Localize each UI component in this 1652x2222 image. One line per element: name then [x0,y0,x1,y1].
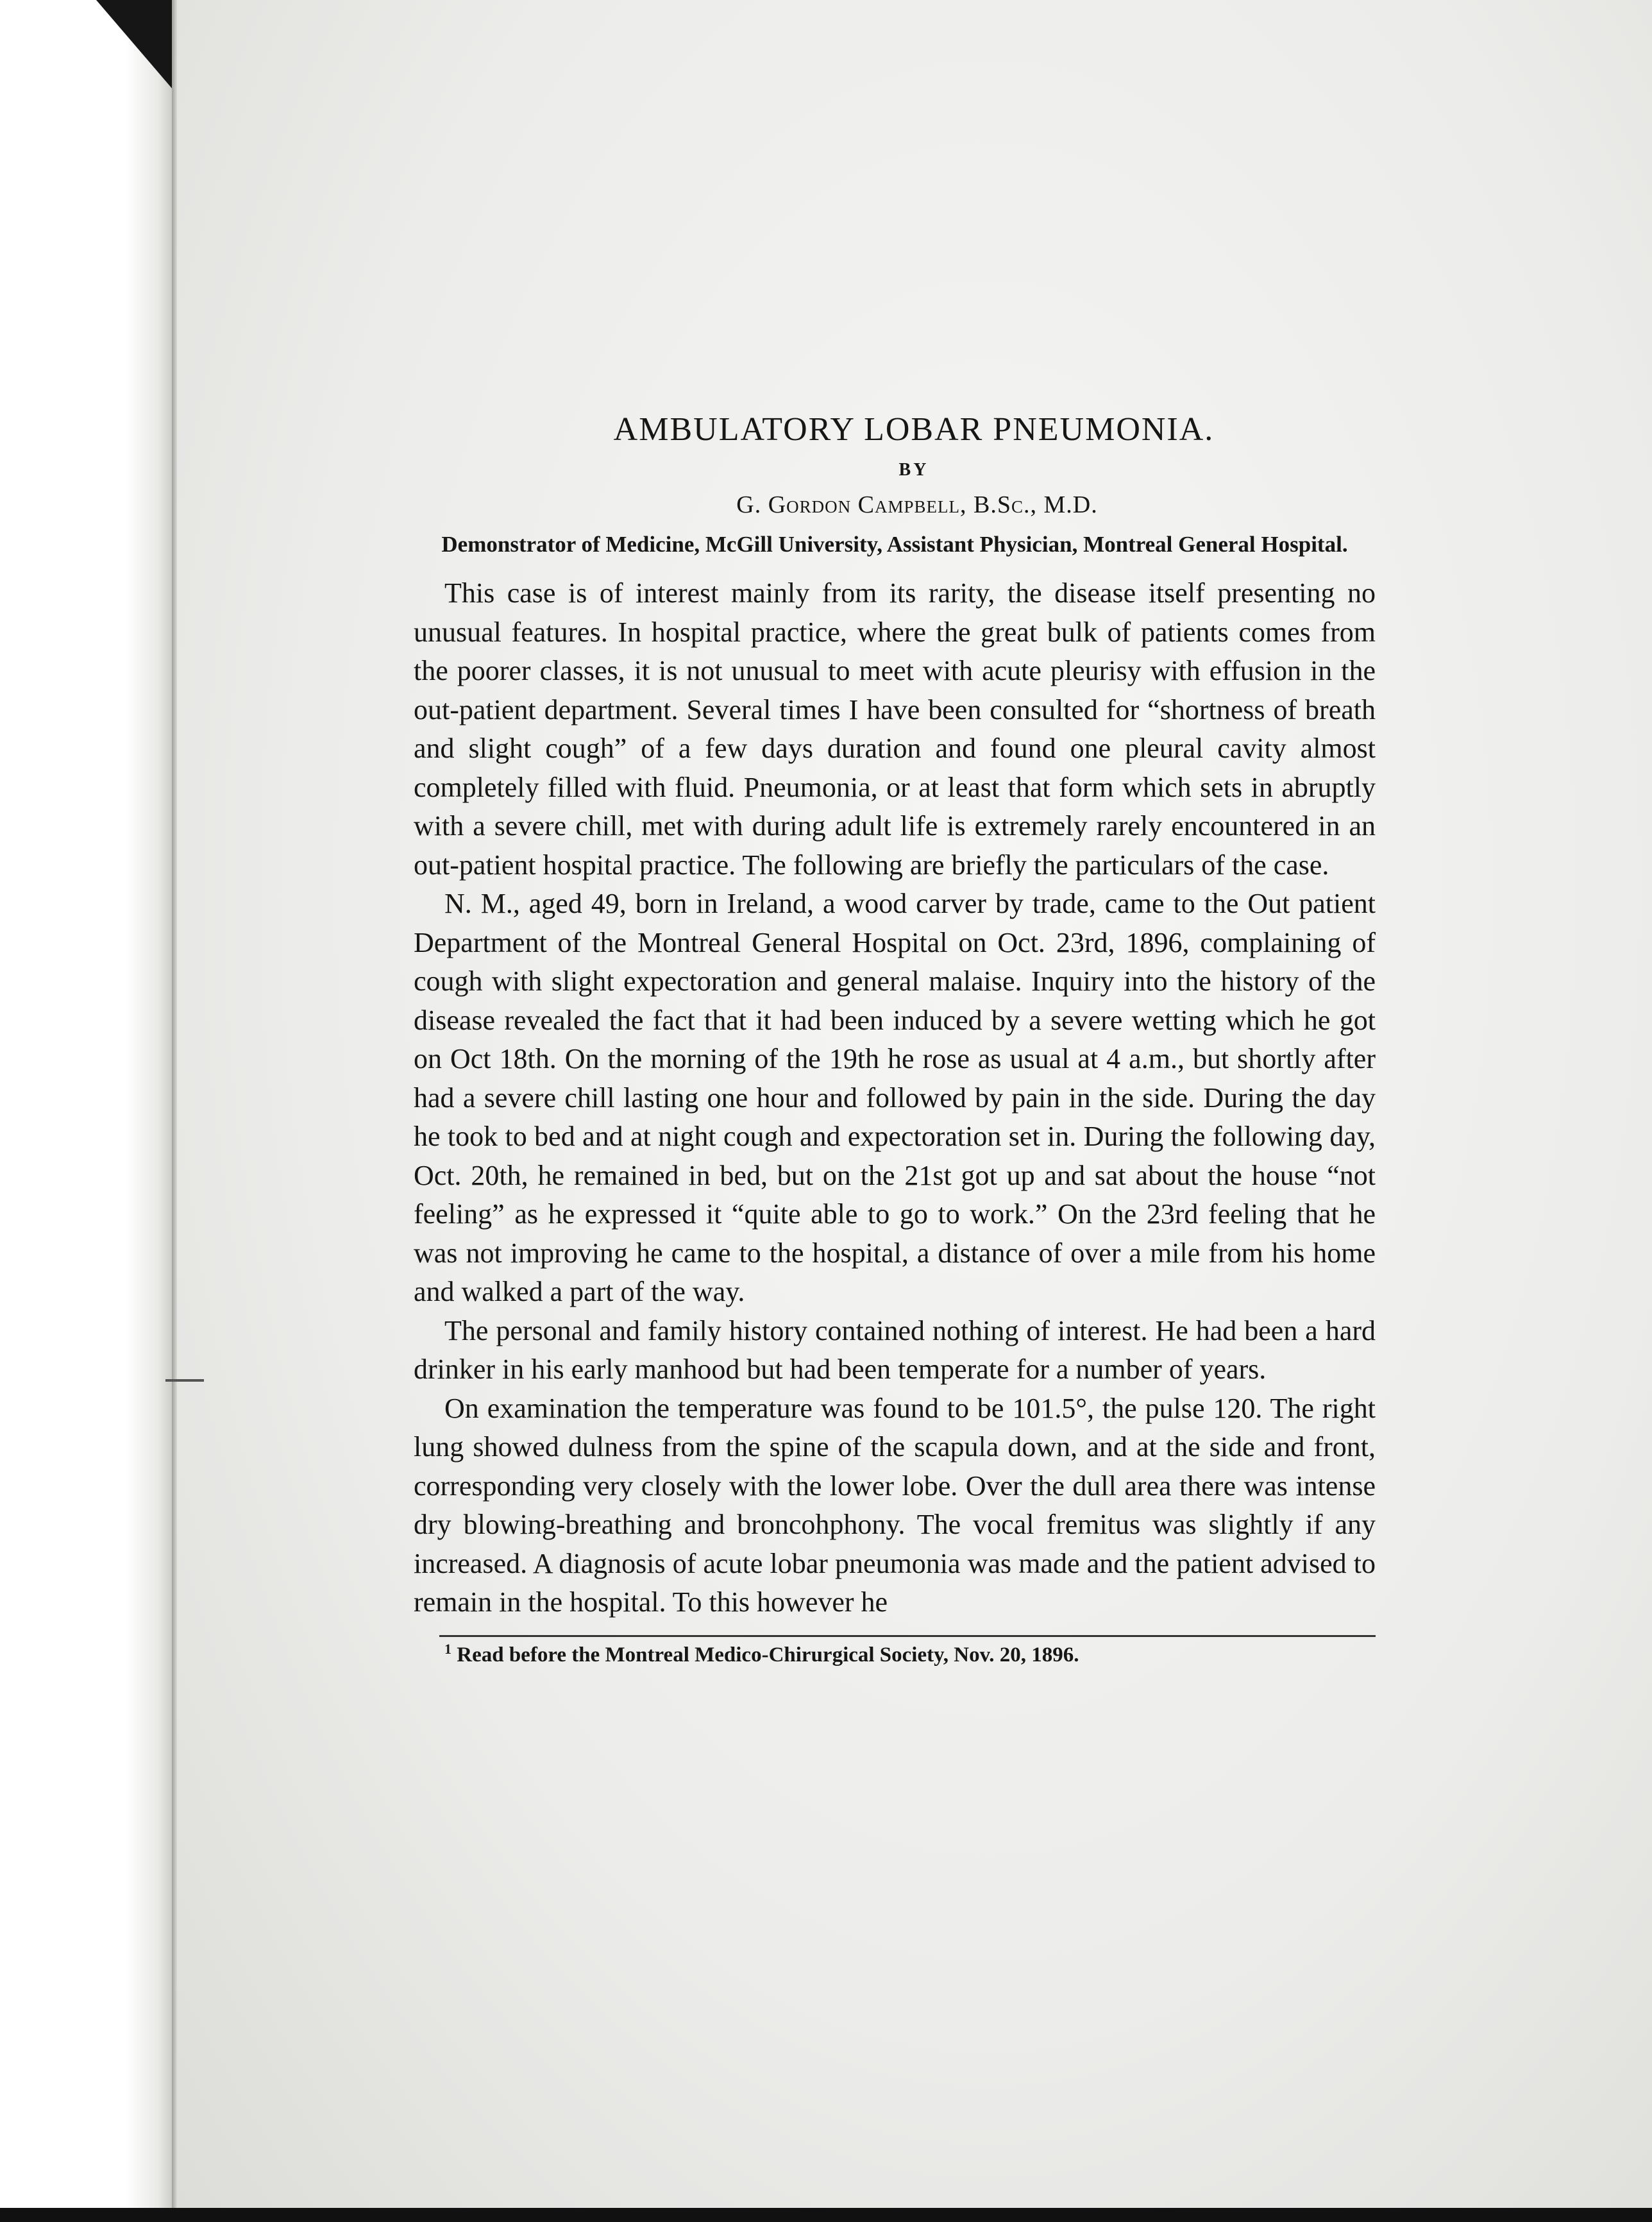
page-corner-shadow [96,0,173,90]
paragraph-3: The personal and family history contained nothing of interest. He had been a hard drinker in his early manhood but had been temperate for a number of years. [414,1314,1376,1385]
footnote [444,1641,1376,1667]
paragraph-1: This case is of interest mainly from its rarity, the disease itself presenting no unusual features. In hospital practice, where the great bulk of patients comes from the poorer classes, it is not unusual to meet with acute pleurisy with effusion in the out-patient department. Several times I have been consulted for “shortness of breath and slight cough” of a few days duration and found one pleural cavity almost completely filled with fluid. Pneumonia, or at least that form which sets in abruptly with a severe chill, met with during adult life is extremely rarely encountered in an out-patient hospital practice. The following are briefly the particulars of the case. [414,577,1376,881]
paragraph-4: On examination the temperature was found to be 101.5°, the pulse 120. The right lung showed dulness from the spine of the scapula down, and at the side and front, corresponding very closely with the lower lobe. Over the dull area there was intense dry blowing-breathing and broncohphony. The vocal fremitus was slightly if any increased. A diagnosis of acute lobar pneumonia was made and the patient advised to remain in the hospital. To this however he [414,1392,1376,1618]
footnote-divider [439,1635,1376,1637]
article-title: AMBULATORY LOBAR PNEUMONIA. [613,411,1215,448]
footnote-text: Read before the Montreal Medico-Chirurgical Society, Nov. 20, 1896. [457,1643,1079,1666]
binding-edge [172,0,177,2222]
author-name: G. Gordon Campbell, B.Sc., M.D. [736,491,1098,518]
author-affiliation: Demonstrator of Medicine, McGill University, Assistant Physician, Montreal General Hospital. [441,532,1348,557]
margin-mark [165,1379,204,1382]
book-spine-margin [0,0,180,2222]
footnote-marker: 1 [444,1640,451,1657]
paragraph-2: N. M., aged 49, born in Ireland, a wood carver by trade, came to the Out patient Department of the Montreal General Hospital on Oct. 23rd, 1896, complaining of cough with slight expectoration and general malaise. Inquiry into the history of the disease revealed the fact that it had been induced by a severe wetting which he got on Oct 18th. On the morning of the 19th he rose as usual at 4 a.m., but shortly after had a severe chill lasting one hour and followed by pain in the side. During the day he took to bed and at night cough and expectoration set in. During the following day, Oct. 20th, he remained in bed, but on the 21st got up and sat about the house “not feeling” as he expressed it “quite able to go to work.” On the 23rd feeling that he was not improving he came to the hospital, a distance of over a mile from his home and walked a part of the way. [414,888,1376,1307]
article-body [414,411,1376,1667]
scan-bottom-border [0,2208,1652,2222]
byline-label: BY [898,460,929,480]
